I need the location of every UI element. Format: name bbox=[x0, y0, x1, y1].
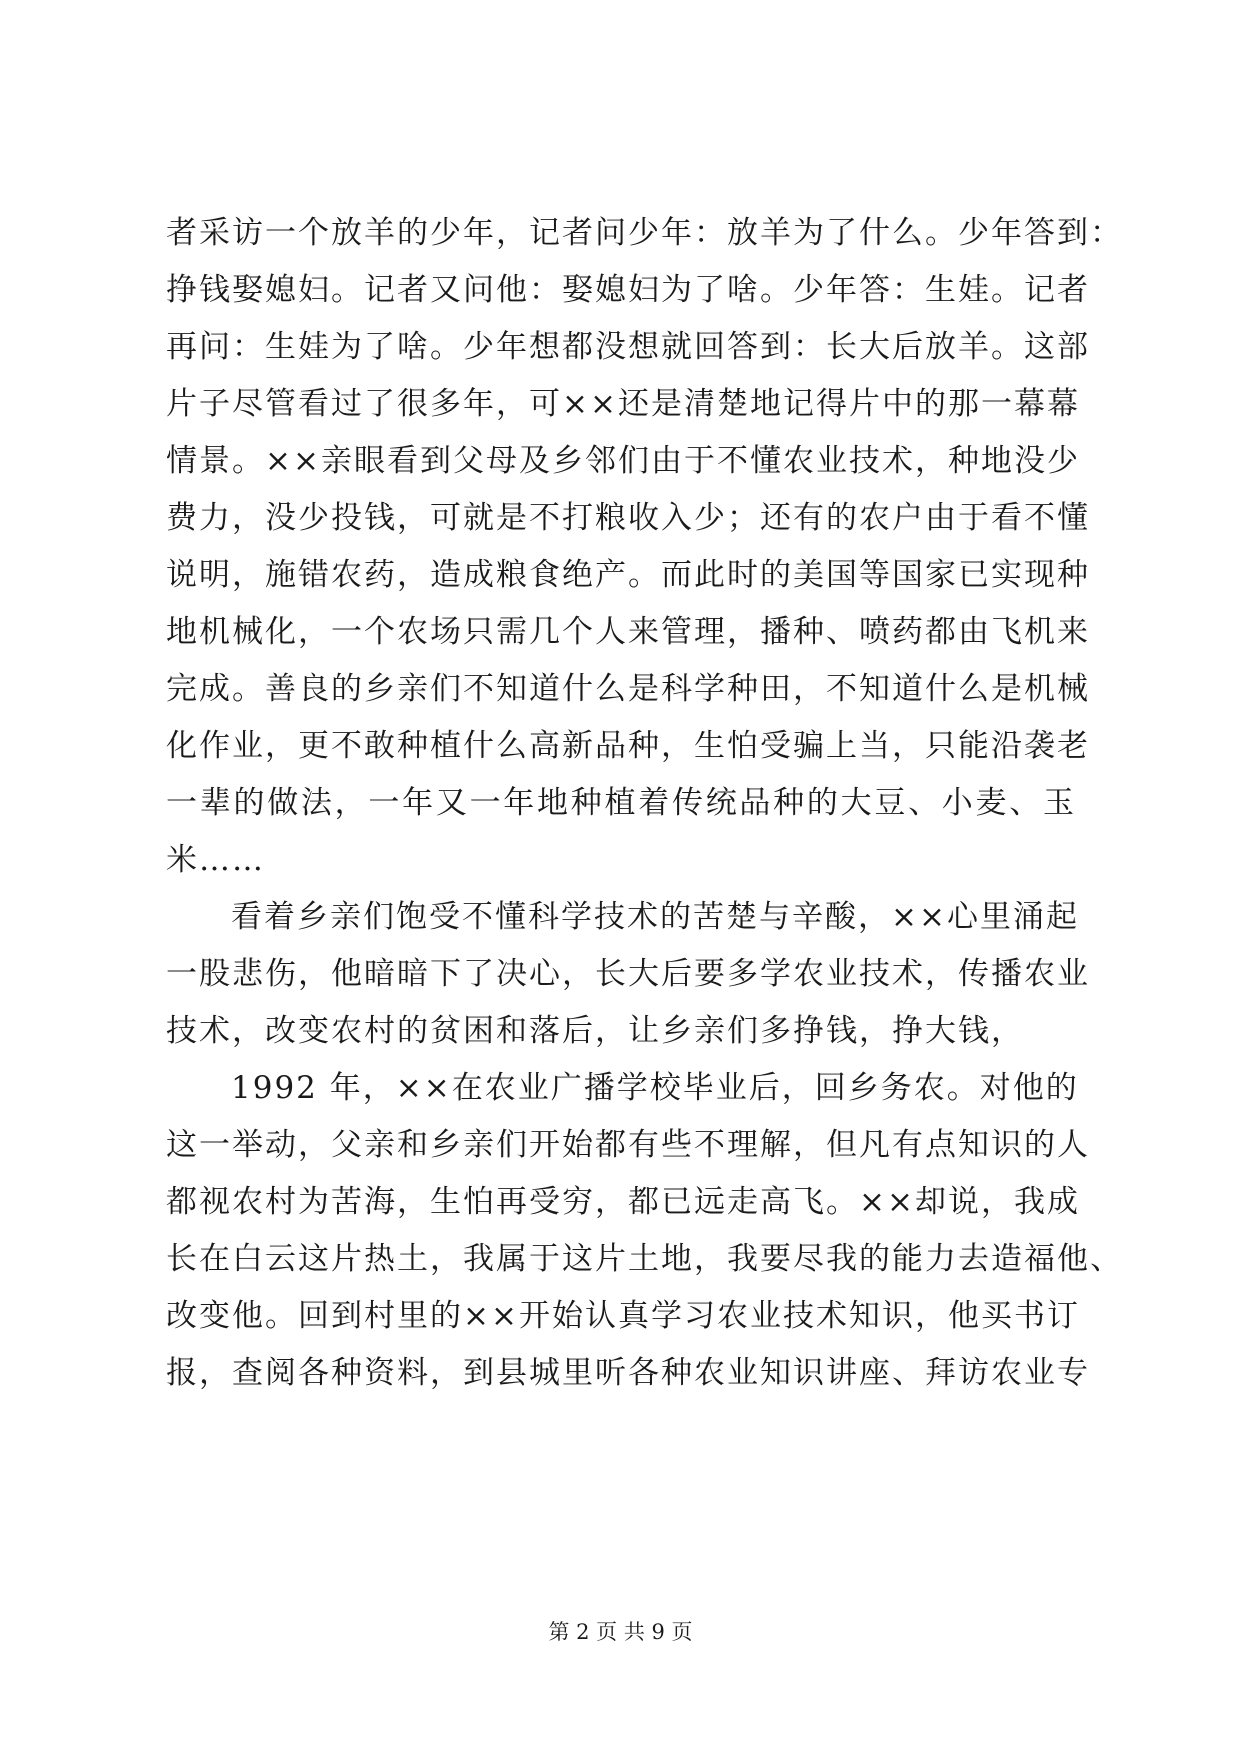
text-line: 化作业，更不敢种植什么高新品种，生怕受骗上当，只能沿袭老 bbox=[166, 728, 1090, 764]
text-line: 这一举动，父亲和乡亲们开始都有些不理解，但凡有点知识的人 bbox=[166, 1127, 1090, 1163]
text-line: 都视农村为苦海，生怕再受穷，都已远走高飞。××却说，我成 bbox=[166, 1184, 1080, 1220]
text-line: 报，查阅各种资料，到县城里听各种农业知识讲座、拜访农业专 bbox=[166, 1355, 1090, 1391]
text-line: 者采访一个放羊的少年，记者问少年：放羊为了什么。少年答到： bbox=[166, 215, 1123, 251]
text-line: 费力，没少投钱，可就是不打粮收入少；还有的农户由于看不懂 bbox=[166, 500, 1090, 536]
text-line: 技术，改变农村的贫困和落后，让乡亲们多挣钱，挣大钱， bbox=[166, 1013, 1024, 1049]
text-line: 改变他。回到村里的××开始认真学习农业技术知识，他买书订 bbox=[166, 1298, 1080, 1334]
page-number-footer: 第 2 页 共 9 页 bbox=[548, 1620, 693, 1644]
text-line: 长在白云这片热土，我属于这片土地，我要尽我的能力去造福他、 bbox=[166, 1241, 1123, 1277]
text-line: 片子尽管看过了很多年，可××还是清楚地记得片中的那一幕幕 bbox=[166, 386, 1080, 422]
text-line: 再问：生娃为了啥。少年想都没想就回答到：长大后放羊。这部 bbox=[166, 329, 1090, 365]
text-line: 一辈的做法，一年又一年地种植着传统品种的大豆、小麦、玉 bbox=[166, 785, 1076, 821]
text-line: 地机械化，一个农场只需几个人来管理，播种、喷药都由飞机来 bbox=[166, 614, 1090, 650]
text-line: 1992 年，××在农业广播学校毕业后，回乡务农。对他的 bbox=[231, 1070, 1079, 1106]
text-line: 一股悲伤，他暗暗下了决心，长大后要多学农业技术，传播农业 bbox=[166, 956, 1090, 992]
text-line: 挣钱娶媳妇。记者又问他：娶媳妇为了啥。少年答：生娃。记者 bbox=[166, 272, 1090, 308]
text-line: 说明，施错农药，造成粮食绝产。而此时的美国等国家已实现种 bbox=[166, 557, 1090, 593]
text-line: 米…… bbox=[166, 842, 265, 878]
text-line: 看着乡亲们饱受不懂科学技术的苦楚与辛酸，××心里涌起 bbox=[231, 899, 1079, 935]
text-line: 情景。××亲眼看到父母及乡邻们由于不懂农业技术，种地没少 bbox=[166, 443, 1080, 479]
text-line: 完成。善良的乡亲们不知道什么是科学种田，不知道什么是机械 bbox=[166, 671, 1090, 707]
